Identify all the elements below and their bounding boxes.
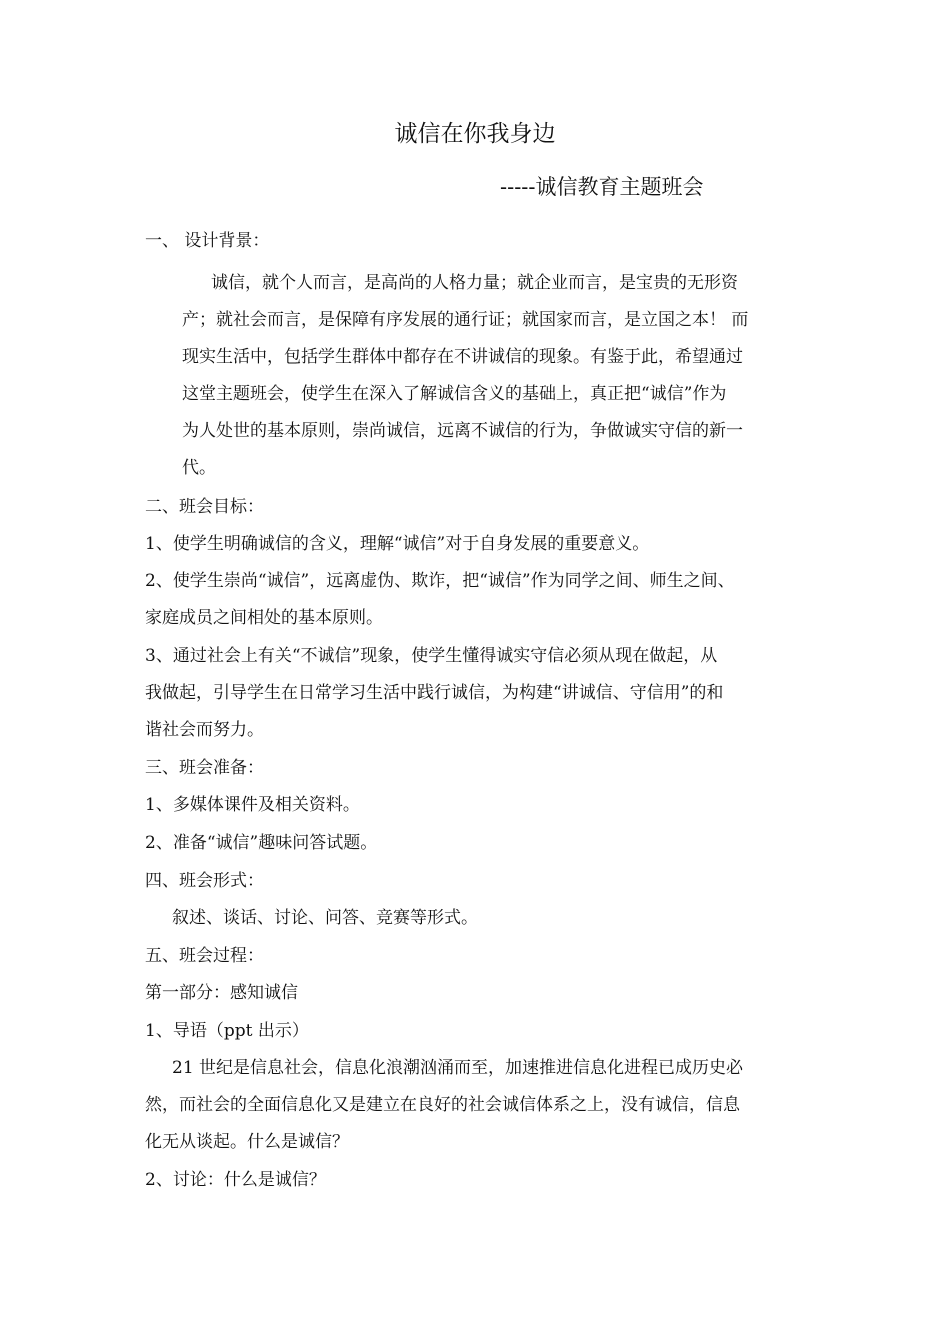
page-subtitle: -----诚信教育主题班会 [500, 175, 704, 199]
list-item: 1、使学生明确诚信的含义，理解“诚信”对于自身发展的重要意义。 [145, 534, 650, 554]
list-item: 2、准备“诚信”趣味问答试题。 [145, 833, 378, 853]
paragraph-line: 化无从谈起。什么是诚信？ [145, 1132, 349, 1152]
list-item: 2、讨论：什么是诚信？ [145, 1170, 326, 1190]
list-item: 2、使学生崇尚“诚信”，远离虚伪、欺诈，把“诚信”作为同学之间、师生之间、 [145, 571, 735, 591]
paragraph-line: 现实生活中，包括学生群体中都存在不讲诚信的现象。有鉴于此，希望通过 [182, 347, 743, 367]
section-heading: 五、班会过程： [145, 946, 264, 966]
paragraph-line: 叙述、谈话、讨论、问答、竞赛等形式。 [172, 908, 478, 928]
list-item: 1、多媒体课件及相关资料。 [145, 795, 360, 815]
paragraph-line: 代。 [182, 458, 216, 478]
list-item: 家庭成员之间相处的基本原则。 [145, 608, 383, 628]
page-title: 诚信在你我身边 [394, 121, 556, 147]
list-item: 我做起，引导学生在日常学习生活中践行诚信，为构建“讲诚信、守信用”的和 [145, 683, 724, 703]
section-heading: 二、班会目标： [145, 497, 264, 517]
paragraph-line: 21 世纪是信息社会，信息化浪潮汹涌而至，加速推进信息化进程已成历史必 [172, 1058, 744, 1078]
list-item: 3、通过社会上有关“不诚信”现象，使学生懂得诚实守信必须从现在做起，从 [145, 646, 718, 666]
sub-heading: 第一部分：感知诚信 [145, 983, 298, 1003]
paragraph-line: 产；就社会而言，是保障有序发展的通行证；就国家而言，是立国之本！ 而 [182, 310, 749, 330]
paragraph-line: 为人处世的基本原则，崇尚诚信，远离不诚信的行为，争做诚实守信的新一 [182, 421, 743, 441]
paragraph-line: 然，而社会的全面信息化又是建立在良好的社会诚信体系之上，没有诚信，信息 [145, 1095, 740, 1115]
section-heading: 四、班会形式： [145, 871, 264, 891]
paragraph-line: 诚信，就个人而言，是高尚的人格力量；就企业而言，是宝贵的无形资 [211, 273, 738, 293]
section-heading: 一、 设计背景： [145, 231, 270, 251]
section-heading: 三、班会准备： [145, 758, 264, 778]
list-item: 谐社会而努力。 [145, 720, 264, 740]
paragraph-line: 这堂主题班会，使学生在深入了解诚信含义的基础上，真正把“诚信”作为 [182, 384, 727, 404]
list-item: 1、导语（ppt 出示） [145, 1021, 309, 1041]
